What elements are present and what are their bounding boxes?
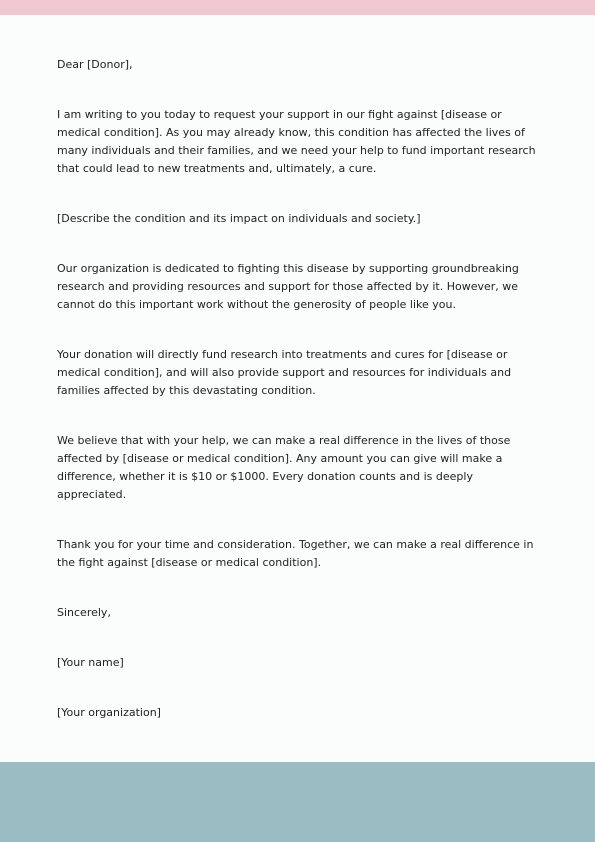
paragraph-organization: Our organization is dedicated to fighting this disease by supporting groundbreaking research and providing resources and support for those affected by it. However, we cannot do this important work without the generosity of people like you. — [57, 262, 519, 311]
signature-name: [Your name] — [57, 656, 124, 669]
paragraph-intro: I am writing to you today to request your support in our fight against [disease or medical condition]. As you may already know, this condition has affected the lives of many individuals and their families, and we need your help to fund important research that could lead to new treatments and, ultimately, a cure. — [57, 108, 536, 175]
paragraph-impact: We believe that with your help, we can make a real difference in the lives of those affected by [disease or medical condition]. Any amount you can give will make a difference, whether it is $10 or $1000. Every donation counts and is deeply appreciated. — [57, 434, 511, 501]
top-decorative-band — [0, 0, 595, 15]
paragraph-donation-use: Your donation will directly fund research into treatments and cures for [disease or medical condition], and will also provide support and resources for individuals and families affected by this devastating condition. — [57, 348, 512, 397]
bottom-decorative-band — [0, 762, 595, 842]
closing: Sincerely, — [57, 606, 111, 619]
signature-organization: [Your organization] — [57, 706, 161, 719]
salutation: Dear [Donor], — [57, 58, 133, 71]
paragraph-condition-placeholder: [Describe the condition and its impact on individuals and society.] — [57, 212, 421, 225]
letter-body — [57, 56, 545, 754]
paragraph-thanks: Thank you for your time and consideration. Together, we can make a real difference in the fight against [disease or medical condition]. — [57, 538, 534, 569]
